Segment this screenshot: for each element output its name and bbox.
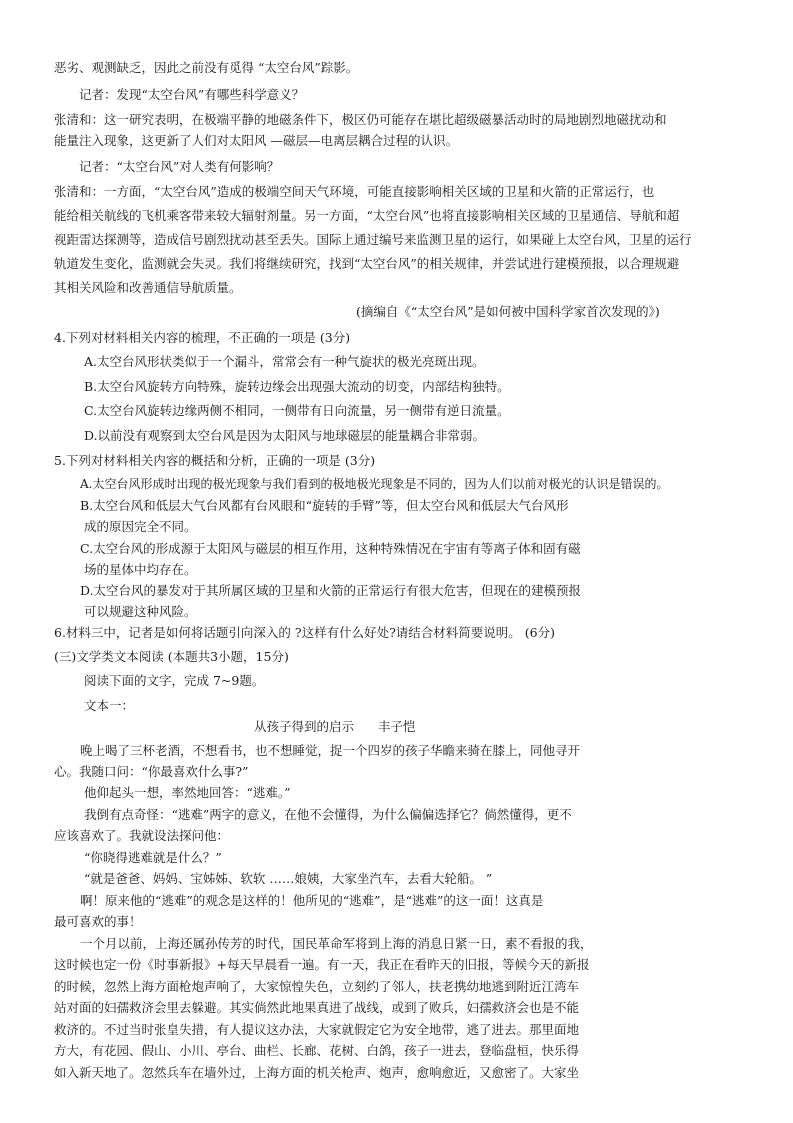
paragraph-line: 我倒有点奇怪：“逃难”两字的意义，在他不会懂得，为什么偏偏选择它？倘然懂得，更不	[84, 807, 572, 822]
option-d: D.以前没有观察到太空台风是因为太阳风与地球磁层的能量耦合非常弱。	[84, 428, 486, 443]
paragraph-line: 一个月以前，上海还属孙传芳的时代，国民革命军将到上海的消息日紧一日，素不看报的我，	[80, 936, 593, 951]
paragraph-line: 视距雷达探测等，造成信号剧烈扰动甚至丢失。国际上通过编号来监测卫星的运行，如果碰上太空台风，卫星的运行	[54, 232, 692, 247]
paragraph-line: 最可喜欢的事！	[54, 914, 142, 929]
option-a: A.太空台风形成时出现的极光现象与我们看到的极地极光现象是不同的，因为人们以前对极光的认识是错误的。	[80, 477, 669, 491]
paragraph-line: 其相关风险和改善通信导航质量。	[54, 280, 242, 295]
paragraph-line: 轨道发生变化，监测就会失灵。我们将继续研究，找到“太空台风”的相关规律，并尝试进行建模预报，以合理规避	[54, 256, 680, 271]
interview-question: 记者：“太空台风”对人类有何影响？	[79, 159, 280, 174]
paragraph-line: “你晓得逃难就是什么？”	[84, 850, 222, 865]
option-d-cont: 可以规避这种风险。	[84, 604, 197, 619]
paragraph-line: 恶劣、观测缺乏，因此之前没有觅得 “太空台风”踪影。	[54, 60, 359, 75]
question-6: 6.材料三中，记者是如何将话题引向深入的 ?这样有什么好处?请结合材料简要说明。 (6分)	[54, 625, 555, 640]
paragraph-line: 如入新天地了。忽然兵车在墙外过，上海方面的机关枪声、炮声，愈响愈近，又愈密了。大家坐	[54, 1065, 580, 1080]
option-b: B.太空台风和低层大气台风都有台风眼和“旋转的手臂”等，但太空台风和低层大气台风形	[80, 498, 569, 513]
paragraph-line: 他仰起头一想，率然地回答：“逃难。”	[84, 785, 291, 800]
option-a: A.太空台风形状类似于一个漏斗，常常会有一种气旋状的极光亮斑出现。	[84, 354, 485, 369]
interview-question: 记者：发现“太空台风”有哪些科学意义？	[79, 87, 305, 102]
paragraph-line: 能给相关航线的飞机乘客带来较大辐射剂量。另一方面，“太空台风”也将直接影响相关区域的卫星通信、导航和超	[54, 208, 680, 223]
paragraph-line: 救济的。不过当时张皇失措，有人提议这办法，大家就假定它为安全地带，逃了进去。那里面地	[54, 1022, 580, 1037]
paragraph-line: 方大，有花园、假山、小川、亭台、曲栏、长廊、花树、白鸽，孩子一进去，登临盘桓，快乐得	[54, 1043, 580, 1058]
paragraph-line: 心。我随口问：“你最喜欢什么事?”	[54, 764, 249, 779]
paragraph-line: 张清和：这一研究表明，在极端平静的地磁条件下，极区仍可能存在堪比超级磁暴活动时的局地剧烈地磁扰动和	[54, 112, 667, 127]
option-c: C.太空台风旋转边缘两侧不相同，一侧带有日向流量，另一侧带有逆日流量。	[84, 403, 510, 418]
paragraph-line: 张清和：一方面，“太空台风”造成的极端空间天气环境，可能直接影响相关区域的卫星和火箭的正常运行，也	[54, 184, 655, 199]
option-c: C.太空台风的形成源于太阳风与磁层的相互作用，这种特殊情况在宇宙有等离子体和固有磁	[80, 541, 581, 556]
option-b: B.太空台风旋转方向特殊，旋转边缘会出现强大流动的切变，内部结构独特。	[84, 379, 510, 394]
option-d: D.太空台风的暴发对于其所属区域的卫星和火箭的正常运行有很大危害，但现在的建模预报	[80, 583, 582, 598]
option-b-cont: 成的原因完全不同。	[84, 519, 197, 534]
paragraph-line: 啊！原来他的“逃难”的观念是这样的！他所见的“逃难”，是“逃难”的这一面！这真是	[80, 893, 544, 908]
paragraph-line: 的时候，忽然上海方面枪炮声响了，大家惊惶失色，立刻约了邻人，扶老携幼地逃到附近江湾车	[54, 979, 580, 994]
essay-title: 从孩子得到的启示 丰子恺	[254, 719, 416, 734]
paragraph-line: 这时候也定一份《时事新报》+每天早晨看一遍。有一天，我正在看昨天的旧报，等候今天的新报	[54, 957, 590, 972]
question-4: 4.下列对材料相关内容的梳理，不正确的一项是 (3分)	[54, 330, 351, 345]
paragraph-line: 能量注入现象，这更新了人们对太阳风 —磁层—电离层耦合过程的认识。	[54, 133, 458, 148]
question-5: 5.下列对材料相关内容的概括和分析，正确的一项是 (3分)	[54, 453, 376, 468]
source-citation: (摘编自《“太空台风”是如何被中国科学家首次发现的》)	[356, 304, 660, 319]
section-heading: (三)文学类文本阅读 (本题共3小题，15分)	[54, 649, 289, 664]
paragraph-line: 应该喜欢了。我就设法探问他：	[54, 828, 230, 843]
paragraph-line: 站对面的妇孺救济会里去躲避。其实倘然此地果真进了战线，或到了败兵，妇孺救济会也是不能	[54, 1000, 580, 1015]
paragraph-line: 晚上喝了三杯老酒，不想看书，也不想睡觉，捉一个四岁的孩子华瞻来骑在膝上，同他寻开	[80, 743, 581, 758]
paragraph-line: “就是爸爸、妈妈、宝姊姊、软软 ……娘姨，大家坐汽车，去看大轮船。 ”	[84, 871, 493, 886]
text-label: 文本一：	[84, 698, 135, 713]
instruction: 阅读下面的文字，完成 7~9题。	[84, 673, 265, 688]
option-c-cont: 场的星体中均存在。	[84, 562, 197, 577]
